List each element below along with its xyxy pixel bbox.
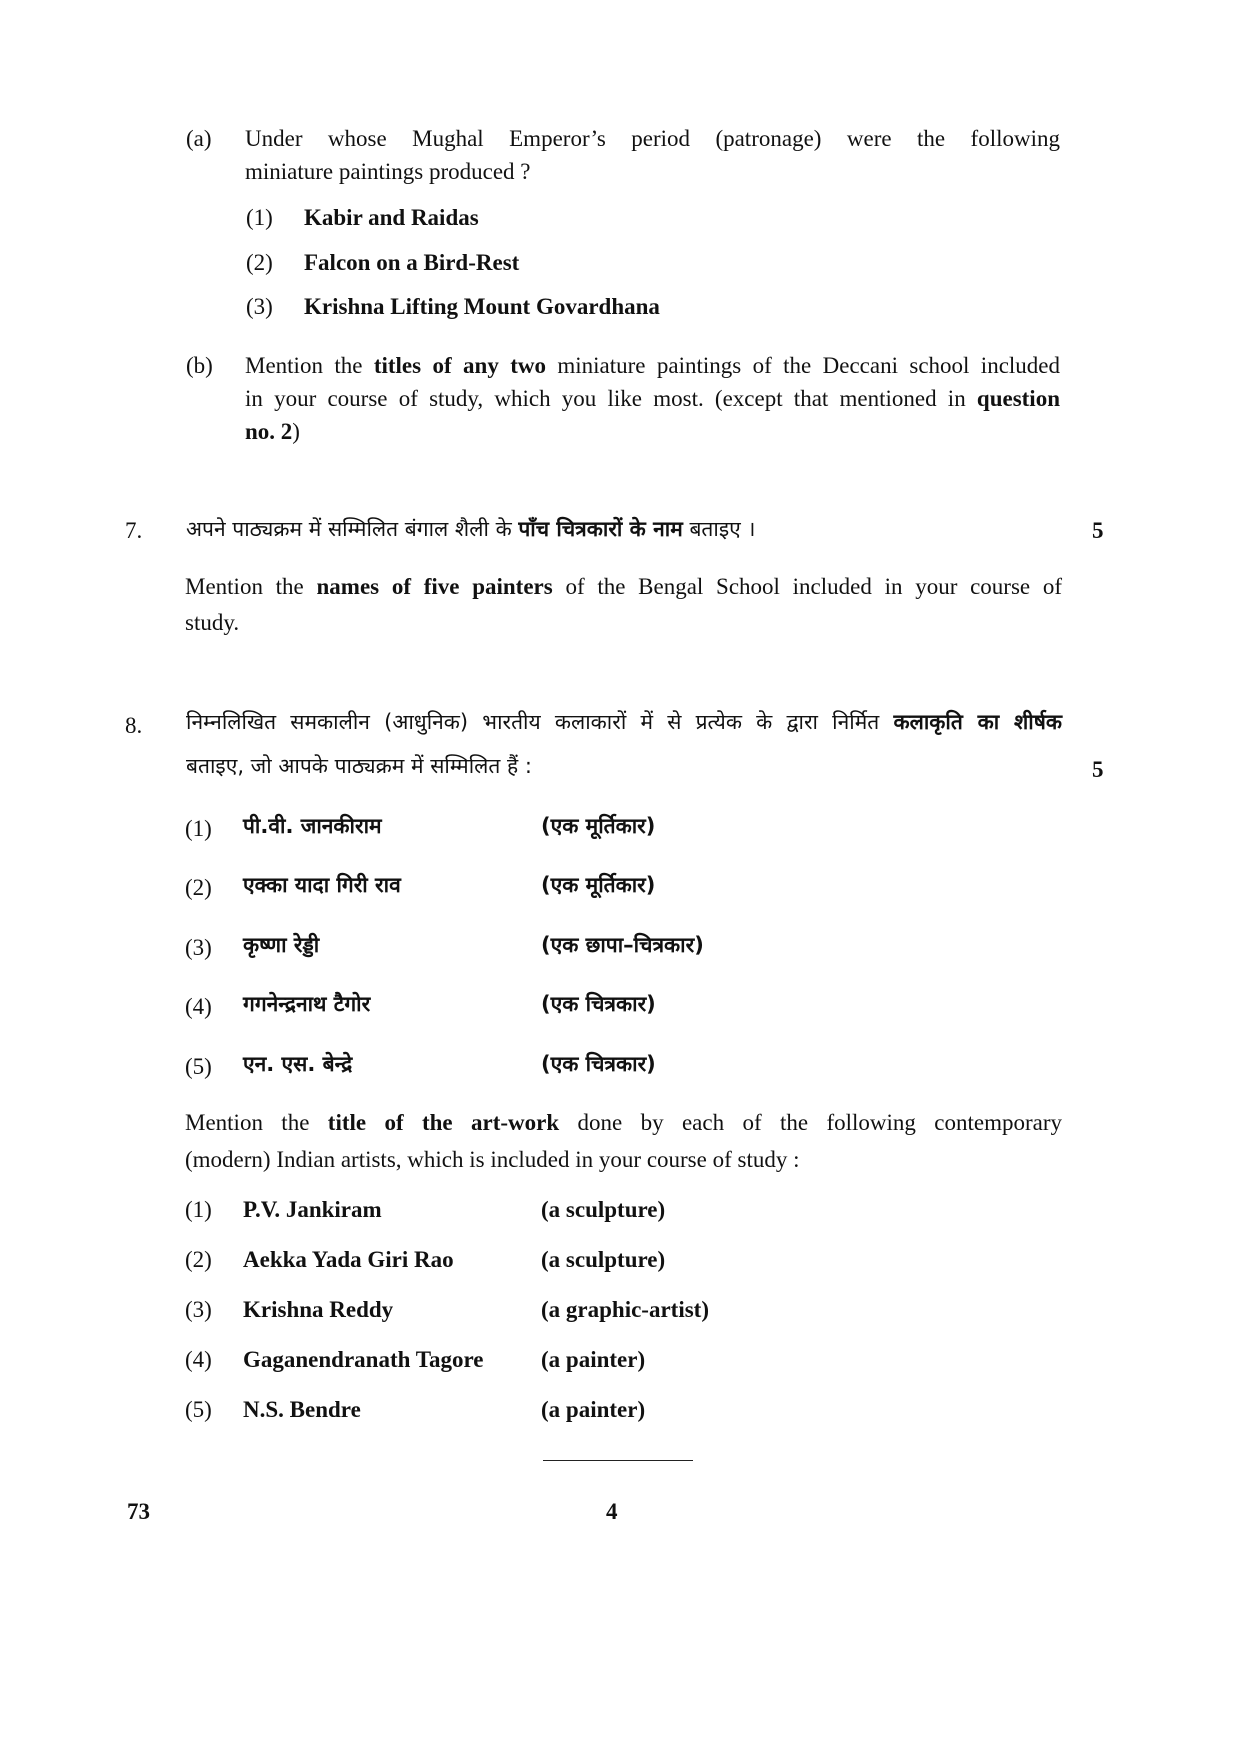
- q8-number: 8.: [125, 713, 143, 738]
- q8-en-item-2-name: Aekka Yada Giri Rao: [243, 1247, 454, 1272]
- q6b-line-1: Mention the titles of any two miniature paintings of the Deccani school included: [245, 353, 1061, 378]
- q8-hindi-item-2-role: (एक मूर्तिकार): [541, 873, 656, 897]
- q6b-line-3: no. 2): [245, 419, 300, 444]
- q6a-item-3-title: Krishna Lifting Mount Govardhana: [304, 294, 660, 319]
- q6b-line-2: in your course of study, which you like most. (except that mentioned in question: [245, 386, 1060, 411]
- q8-en-item-4-name: Gaganendranath Tagore: [243, 1347, 484, 1372]
- q8-en-item-5-num: (5): [185, 1397, 212, 1422]
- q6a-item-3-num: (3): [246, 294, 273, 319]
- q7-english-line-1: Mention the names of five painters of the Bengal School included in your course of: [185, 574, 1062, 599]
- q7-english-line-2: study.: [185, 610, 240, 635]
- q8-hindi-item-3-name: कृष्णा रेड्डी: [243, 933, 320, 957]
- q8-hindi-item-1-role: (एक मूर्तिकार): [541, 814, 656, 838]
- q7-hindi: अपने पाठ्यक्रम में सम्मिलित बंगाल शैली के पाँच चित्रकारों के नाम बताइए ।: [186, 517, 756, 541]
- q8-en-item-1-role: (a sculpture): [541, 1197, 666, 1222]
- q6a-item-1-num: (1): [246, 205, 273, 230]
- q8-en-item-3-num: (3): [185, 1297, 212, 1322]
- q7-marks: 5: [1092, 518, 1104, 543]
- q8-hindi-item-5-name: एन. एस. बेन्द्रे: [243, 1052, 353, 1076]
- q8-en-item-2-num: (2): [185, 1247, 212, 1272]
- q8-hindi-line-1: निम्नलिखित समकालीन (आधुनिक) भारतीय कलाकारों में से प्रत्येक के द्वारा निर्मित कलाकृति का शीर्षक: [186, 710, 1062, 734]
- q8-en-item-3-name: Krishna Reddy: [243, 1297, 394, 1322]
- footer-page-number: 4: [606, 1499, 618, 1524]
- end-rule: [543, 1460, 693, 1461]
- q8-hindi-item-1-num: (1): [185, 816, 212, 841]
- q8-hindi-item-4-num: (4): [185, 994, 212, 1019]
- q8-marks: 5: [1092, 757, 1104, 782]
- q8-en-item-5-name: N.S. Bendre: [243, 1397, 361, 1422]
- q6a-item-1-title: Kabir and Raidas: [304, 205, 479, 230]
- q8-english-line-2: (modern) Indian artists, which is included in your course of study :: [185, 1147, 800, 1172]
- q8-hindi-item-3-num: (3): [185, 935, 212, 960]
- q8-hindi-item-5-role: (एक चित्रकार): [541, 1052, 656, 1076]
- q8-en-item-5-role: (a painter): [541, 1397, 646, 1422]
- q8-hindi-item-3-role: (एक छापा–चित्रकार): [541, 933, 704, 957]
- q6a-line-2: miniature paintings produced ?: [245, 159, 531, 184]
- q8-en-item-4-num: (4): [185, 1347, 212, 1372]
- q8-hindi-item-2-num: (2): [185, 875, 212, 900]
- q8-hindi-item-4-name: गगनेन्द्रनाथ टैगोर: [243, 992, 371, 1016]
- q6a-item-2-title: Falcon on a Bird-Rest: [304, 250, 520, 275]
- q8-hindi-item-2-name: एक्का यादा गिरी राव: [243, 873, 401, 897]
- q8-en-item-4-role: (a painter): [541, 1347, 646, 1372]
- q7-number: 7.: [125, 518, 143, 543]
- q8-en-item-1-name: P.V. Jankiram: [243, 1197, 382, 1222]
- q8-en-item-3-role: (a graphic-artist): [541, 1297, 709, 1322]
- q8-en-item-2-role: (a sculpture): [541, 1247, 666, 1272]
- q8-hindi-item-4-role: (एक चित्रकार): [541, 992, 656, 1016]
- q6a-label: (a): [186, 126, 212, 151]
- q6a-item-2-num: (2): [246, 250, 273, 275]
- q8-en-item-1-num: (1): [185, 1197, 212, 1222]
- q6a-line-1: Under whose Mughal Emperor’s period (patronage) were the following: [245, 126, 1060, 151]
- q8-hindi-line-2: बताइए, जो आपके पाठ्यक्रम में सम्मिलित हैं :: [186, 754, 532, 778]
- q6b-label: (b): [186, 353, 213, 378]
- q8-english-line-1: Mention the title of the art-work done by each of the following contemporary: [185, 1110, 1062, 1135]
- q8-hindi-item-1-name: पी.वी. जानकीराम: [243, 814, 382, 838]
- q8-hindi-item-5-num: (5): [185, 1054, 212, 1079]
- footer-paper-code: 73: [127, 1499, 150, 1524]
